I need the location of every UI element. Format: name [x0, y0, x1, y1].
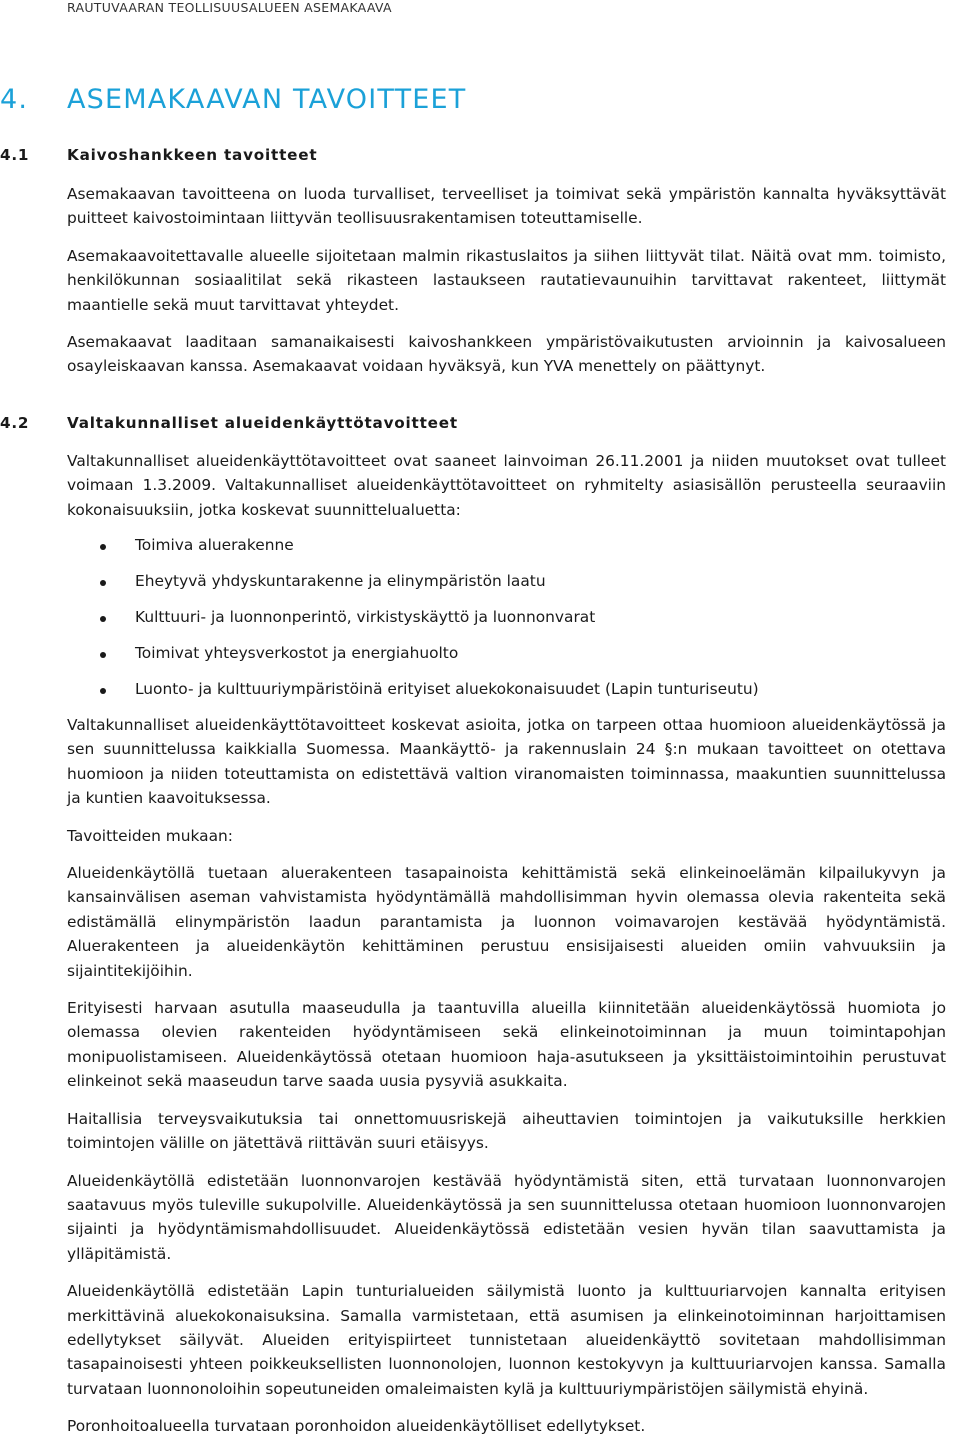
- list-item: [0, 605, 960, 641]
- section-2-body: [67, 713, 946, 1439]
- bullet-icon: [100, 544, 106, 550]
- bullet-icon: [100, 616, 106, 622]
- paragraph: Valtakunnalliset alueidenkäyttötavoitteet ovat saaneet lainvoiman 26.11.2001 ja niiden muutokset ovat tulleet voimaan 1.3.2009. Valtakunnalliset alueidenkäyttötavoitteet on ryhmitelty asiasisällön perusteella seuraaviin kokonaisuuksiin, jotka koskevat suunnittelualuetta:: [67, 452, 946, 519]
- bullet-icon: [100, 688, 106, 694]
- paragraph: Alueidenkäytöllä edistetään luonnonvarojen kestävää hyödyntämistä siten, että turvataan luonnonvarojen saatavuus myös tuleville sukupolville. Alueidenkäytössä ja sen suunnittelussa otetaan huomioon luonnonvarojen sijainti ja hyödyntämismahdollisuudet. Alueidenkäytössä edistetään vesien hyvän tilan saavuttamista ja ylläpitämistä.: [67, 1171, 946, 1263]
- paragraph: Erityisesti harvaan asutulla maaseudulla ja taantuvilla alueilla kiinnitetään alueidenkäytössä huomiota jo olemassa olevien rakenteiden hyödyntämiseen sekä elinkeinotoiminnan ja muun toimintapohjan monipuolistamiseen. Alueidenkäytössä otetaan huomioon haja-asutukseen ja yksittäistoimintoihin perustuvat elinkeinot sekä maaseudun tarve saada uusia pysyviä asukkaita.: [67, 999, 946, 1091]
- list-item: [0, 533, 960, 569]
- bullet-list: [0, 533, 960, 713]
- section-number: 4.2: [0, 414, 30, 432]
- chapter-title: ASEMAKAAVAN TAVOITTEET: [67, 84, 467, 115]
- section-2-intro: [67, 449, 946, 522]
- list-item-text: Eheytyvä yhdyskuntarakenne ja elinympäristön laatu: [135, 572, 546, 590]
- running-header: RAUTUVAARAN TEOLLISUUSALUEEN ASEMAKAAVA: [67, 0, 392, 15]
- list-item-text: Luonto- ja kulttuuriympäristöinä erityiset aluekokonaisuudet (Lapin tunturiseutu): [135, 680, 759, 698]
- section-title: Kaivoshankkeen tavoitteet: [67, 146, 318, 164]
- section-title: Valtakunnalliset alueidenkäyttötavoitteet: [67, 414, 458, 432]
- bullet-icon: [100, 652, 106, 658]
- paragraph: Alueidenkäytöllä edistetään Lapin tunturialueiden säilymistä luonto ja kulttuuriarvojen kannalta erityisen merkittävinä aluekokonaisuksina. Samalla varmistetaan, että asumisen ja elinkeinotoiminnan harjoittamisen edellytykset säilyvät. Alueiden erityispiirteet tunnistetaan alueidenkäyttö sovitetaan mahdollisimman tasapainoisesti yhteen poikkeuksellisten luonnonolojen, luonnon kestokyvyn ja kulttuuriarvojen kanssa. Samalla turvataan luonnonoloihin sopeutuneiden omaleimaisten kylä ja kulttuuriympäristöjen säilymistä ehyinä.: [67, 1282, 946, 1398]
- chapter-heading: [0, 84, 467, 115]
- paragraph: Asemakaavan tavoitteena on luoda turvalliset, terveelliset ja toimivat sekä ympäristön kannalta hyväksyttävät puitteet kaivostoimintaan liittyvän teollisuusrakentamisen toteuttamiselle.: [67, 185, 946, 228]
- paragraph: Poronhoitoalueella turvataan poronhoidon alueidenkäytölliset edellytykset.: [67, 1417, 646, 1436]
- paragraph: Tavoitteiden mukaan:: [67, 826, 233, 845]
- section-heading-4-1: [0, 146, 317, 164]
- list-item: [0, 677, 960, 713]
- paragraph: Valtakunnalliset alueidenkäyttötavoitteet koskevat asioita, jotka on tarpeen ottaa huomioon alueidenkäytössä ja sen suunnittelussa kaikkialla Suomessa. Maankäyttö- ja rakennuslain 24 §:n mukaan tavoitteet on otettava huomioon ja niiden toteuttamista on edistettävä valtion viranomaisten toiminnassa, maakuntien suunnittelussa ja kuntien kaavoituksessa.: [67, 716, 946, 808]
- list-item: [0, 641, 960, 677]
- list-item-text: Toimiva aluerakenne: [135, 536, 294, 554]
- list-item-text: Toimivat yhteysverkostot ja energiahuolto: [135, 644, 459, 662]
- bullet-icon: [100, 580, 106, 586]
- chapter-number: 4.: [0, 84, 29, 115]
- list-item-text: Kulttuuri- ja luonnonperintö, virkistyskäyttö ja luonnonvarat: [135, 608, 596, 626]
- paragraph: Alueidenkäytöllä tuetaan aluerakenteen tasapainoista kehittämistä sekä elinkeinoelämän kilpailukyvyn ja kansainvälisen aseman vahvistamista hyödyntämällä mahdollisimman hyvin olemassa olevia rakenteita sekä edistämällä elinympäristön laadun parantamista ja luonnon voimavarojen kestävää hyödyntämistä. Aluerakenteen ja alueidenkäytön kehittäminen perustuu ensisijaisesti alueiden omiin vahvuuksiin ja sijaintitekijöihin.: [67, 864, 946, 980]
- paragraph: Asemakaavat laaditaan samanaikaisesti kaivoshankkeen ympäristövaikutusten arvioinnin ja kaivosalueen osayleiskaavan kanssa. Asemakaavat voidaan hyväksyä, kun YVA menettely on päättynyt.: [67, 333, 946, 376]
- section-1-body: [67, 182, 946, 379]
- section-number: 4.1: [0, 146, 30, 164]
- list-item: [0, 569, 960, 605]
- paragraph: Asemakaavoitettavalle alueelle sijoitetaan malmin rikastuslaitos ja siihen liittyvät tilat. Näitä ovat mm. toimisto, henkilökunnan sosiaalitilat sekä rikasteen lastaukseen rautatievaunuihin tarvittavat rakenteet, liittymät maantielle sekä muut tarvittavat yhteydet.: [67, 246, 946, 314]
- paragraph: Haitallisia terveysvaikutuksia tai onnettomuusriskejä aiheuttavien toimintojen ja vaikutuksille herkkien toimintojen välille on jätettävä riittävän suuri etäisyys.: [67, 1109, 946, 1153]
- section-heading-4-2: [0, 414, 458, 432]
